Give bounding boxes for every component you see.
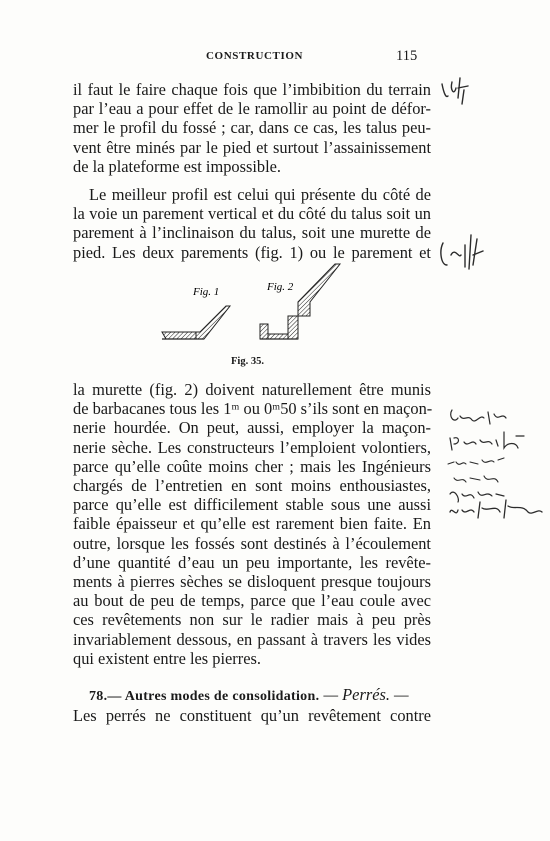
text-line: outre, lorsque les fossés sont destinés à l’écoulement: [73, 533, 431, 553]
text-line: parce qu’elle est difficilement stable sous une aussi: [73, 495, 431, 515]
figure-caption: Fig. 35.: [231, 356, 264, 367]
paragraph-1: [73, 80, 431, 176]
text-line: pied. Les deux parements (fig. 1) ou le parement et: [73, 242, 431, 262]
paragraph-2: [73, 185, 431, 262]
text-line: ces revêtements non sur le radier mais à peu près: [73, 610, 431, 630]
text-line: faible épaisseur et qu’elle est rarement bien faite. En: [73, 514, 431, 534]
text-line: il faut le faire chaque fois que l’imbibition du terrain: [73, 80, 431, 99]
section-subtitle: — Perrés. —: [323, 685, 409, 704]
page-number: 115: [396, 48, 418, 64]
figure-1-profile: [162, 306, 230, 339]
text-line: vent être minés par le pied et surtout l’assainissement: [73, 137, 431, 157]
handwritten-margin-note: [438, 74, 478, 114]
text-line: nerie sèche. Les constructeurs l’emploient volontiers,: [73, 437, 431, 457]
text-line: d’une quantité d’eau un peu importante, les revête-: [73, 552, 431, 572]
figure-2-profile: [260, 264, 340, 339]
text-line: Les perrés ne constituent qu’un revêtement contre: [73, 706, 431, 726]
running-header: [0, 50, 550, 70]
text-line: au bout de peu de temps, parce que l’eau coule avec: [73, 591, 431, 611]
text-line: par l’eau a pour effet de le ramollir au point de défor-: [73, 99, 431, 119]
handwritten-margin-note: [437, 225, 497, 275]
text-line: la murette (fig. 2) doivent naturellement être munis: [73, 380, 431, 399]
text-line: nerie hourdée. On peut, aussi, employer la maçon-: [73, 418, 431, 438]
text-line: de barbacanes tous les 1ᵐ ou 0ᵐ50 s’ils sont en maçon-: [73, 399, 433, 419]
text-line: de la plateforme est impossible.: [73, 156, 282, 176]
text-line: chargés de l’entretien en sont moins enthousiastes,: [73, 476, 431, 496]
section-heading: 78.— Autres modes de consolidation.: [89, 689, 320, 704]
section-heading-line: [73, 685, 431, 706]
ditch-profile-figure: [160, 262, 360, 362]
figure-2-label: Fig. 2: [267, 281, 294, 293]
text-line: ments à pierres sèches se disloquent presque toujours: [73, 572, 431, 592]
running-title: CONSTRUCTION: [206, 50, 304, 62]
text-line: parce qu’elle coûte moins cher ; mais les Ingénieurs: [73, 456, 431, 476]
text-line: qui existent entre les pierres.: [73, 648, 261, 668]
figure-1-label: Fig. 1: [193, 286, 220, 298]
text-line: parement à l’inclinaison du talus, soit une murette de: [73, 223, 431, 243]
text-line: Le meilleur profil est celui qui présente du côté de: [89, 185, 431, 204]
handwritten-margin-note: [446, 402, 546, 522]
figure-drawing: [160, 262, 360, 362]
section-78: [73, 685, 431, 725]
text-line: mer le profil du fossé ; car, dans ce cas, les talus peu-: [73, 118, 431, 138]
paragraph-3: [73, 380, 431, 668]
text-line: la voie un parement vertical et du côté du talus soit un: [73, 204, 431, 224]
text-line: invariablement dessous, en passant à travers les vides: [73, 629, 431, 649]
